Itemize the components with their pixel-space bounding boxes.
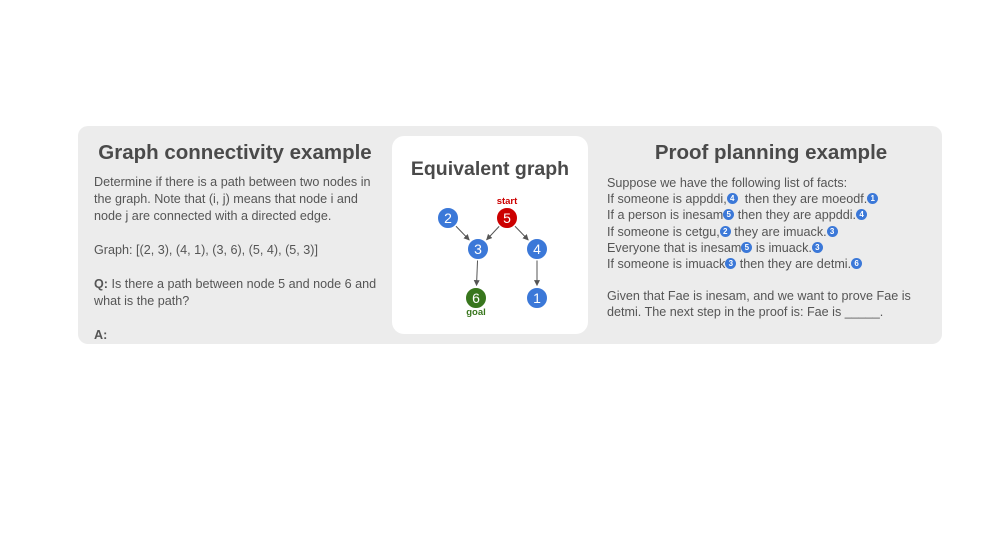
question-label: Q: bbox=[94, 277, 108, 291]
facts-intro: Suppose we have the following list of facts: bbox=[607, 176, 848, 190]
fact-text: Everyone that is inesam bbox=[607, 240, 742, 255]
fact-text: If someone is imuack bbox=[607, 257, 726, 272]
fact-text: If a person is inesam bbox=[607, 208, 724, 223]
fact-badge: 3 bbox=[827, 226, 838, 237]
node-label: 2 bbox=[444, 210, 452, 226]
edge-3-6 bbox=[477, 260, 478, 285]
start-label: start bbox=[496, 196, 518, 207]
fact-text: then they are moeodf. bbox=[737, 192, 868, 207]
fact-badge: 3 bbox=[812, 242, 823, 253]
node-label: 5 bbox=[503, 210, 511, 226]
fact-text: they are imuack. bbox=[730, 224, 827, 239]
fact-text: If someone is appddi, bbox=[607, 192, 727, 207]
proof-planning-column bbox=[607, 140, 932, 321]
graph-node-6 bbox=[466, 288, 487, 309]
proof-question: Given that Fae is inesam, and we want to prove Fae is detmi. The next step in the proof is: Fae is _____. bbox=[607, 289, 911, 320]
fact-badge: 2 bbox=[720, 226, 731, 237]
graph-node-1 bbox=[527, 288, 548, 309]
equivalent-graph-card bbox=[392, 136, 588, 334]
fact-text: then they are detmi. bbox=[736, 257, 852, 272]
fact-badge: 3 bbox=[725, 258, 736, 269]
node-label: 1 bbox=[533, 290, 541, 306]
answer-label: A: bbox=[94, 328, 108, 342]
fact-text: then they are appddi. bbox=[734, 208, 857, 223]
fact-badge: 1 bbox=[867, 193, 878, 204]
question-body: Is there a path between node 5 and node 6 and what is the path? bbox=[94, 277, 377, 308]
facts-list bbox=[607, 191, 932, 272]
fact-text: is imuack. bbox=[752, 240, 812, 255]
fact-line bbox=[607, 256, 932, 272]
fact-line bbox=[607, 224, 932, 240]
fact-line bbox=[607, 191, 932, 207]
fact-badge: 5 bbox=[741, 242, 752, 253]
edge-5-4 bbox=[515, 226, 528, 240]
fact-badge: 4 bbox=[856, 209, 867, 220]
equivalent-graph-title: Equivalent graph bbox=[410, 158, 570, 180]
graph-connectivity-title: Graph connectivity example bbox=[98, 141, 372, 164]
fact-badge: 5 bbox=[723, 209, 734, 220]
graph-node-4 bbox=[527, 239, 548, 260]
graph-connectivity-column bbox=[94, 140, 384, 344]
fact-line bbox=[607, 240, 932, 256]
graph-node-5 bbox=[497, 208, 518, 229]
node-label: 4 bbox=[533, 241, 541, 257]
proof-planning-title: Proof planning example bbox=[654, 141, 888, 164]
graph-node-2 bbox=[438, 208, 459, 229]
fact-badge: 6 bbox=[851, 258, 862, 269]
graph-edge-list: Graph: [(2, 3), (4, 1), (3, 6), (5, 4), (5, 3)] bbox=[94, 243, 318, 257]
graph-intro-text: Determine if there is a path between two nodes in the graph. Note that (i, j) means that node i and node j are connected with a directed edge. bbox=[94, 175, 371, 223]
graph-diagram bbox=[392, 136, 588, 334]
question-text bbox=[94, 276, 384, 310]
goal-label: goal bbox=[466, 307, 486, 318]
graph-node-3 bbox=[468, 239, 489, 260]
edge-5-3 bbox=[487, 226, 500, 239]
fact-text: If someone is cetgu, bbox=[607, 224, 720, 239]
node-label: 3 bbox=[474, 241, 482, 257]
edge-2-3 bbox=[456, 226, 469, 240]
fact-line bbox=[607, 207, 932, 223]
fact-badge: 4 bbox=[727, 193, 738, 204]
node-label: 6 bbox=[472, 290, 480, 306]
